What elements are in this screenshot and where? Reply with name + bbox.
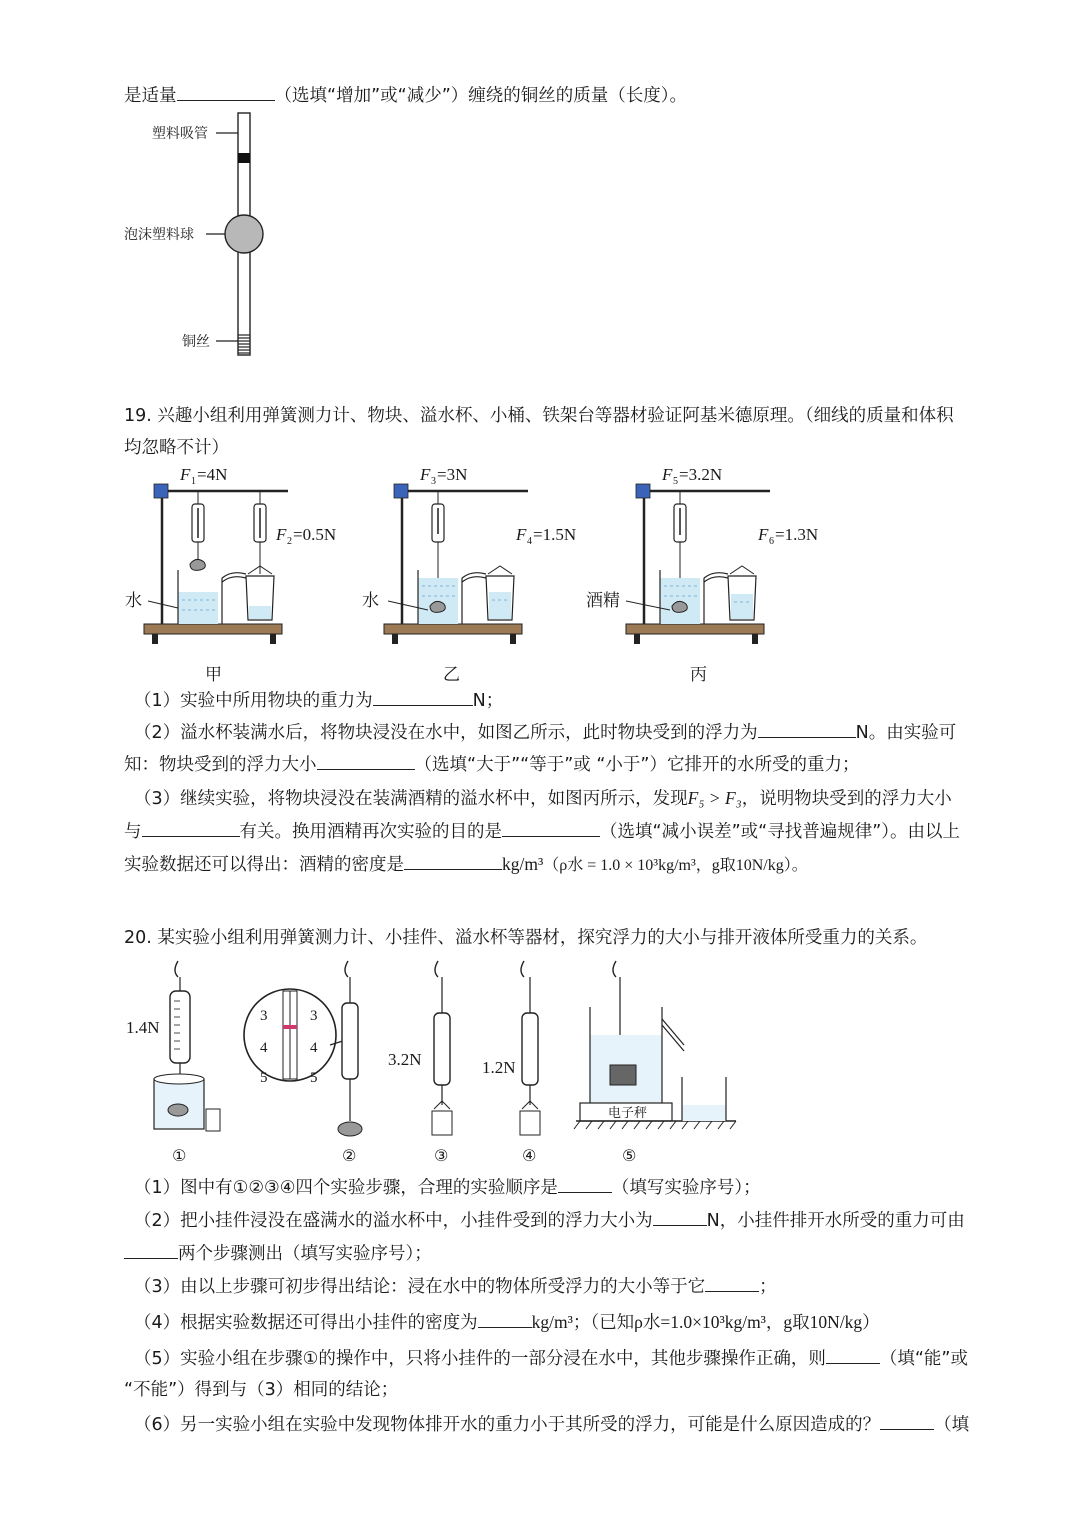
q20-s6-blank[interactable] xyxy=(880,1411,934,1430)
q20-s3-tail: ； xyxy=(759,1277,777,1297)
f5-sub: 5 xyxy=(673,476,678,487)
reading-step3: 3.2N xyxy=(388,1050,422,1069)
q19-s3c-blank[interactable] xyxy=(404,851,502,870)
q20-s5-text: （5）实验小组在步骤①的操作中，只将小挂件的一部分浸在水中，其他步骤操作正确，则 xyxy=(134,1349,826,1369)
f1-value: =4N xyxy=(197,465,228,484)
q20-s4-blank[interactable] xyxy=(478,1309,532,1328)
q20-s5-tail: （填“能”或 xyxy=(879,1349,968,1369)
tick-3-left: 3 xyxy=(260,1008,268,1024)
q19-s3b-blank-2[interactable] xyxy=(502,818,600,837)
q20-s2b-tail: 两个步骤测出（填写实验序号）； xyxy=(178,1244,432,1264)
q19-s3c-text: 实验数据还可以得出：酒精的密度是 xyxy=(124,855,404,875)
q20-s1 xyxy=(134,1174,761,1200)
e-scale-label: 电子秤 xyxy=(608,1106,648,1121)
q20-s2 xyxy=(134,1207,965,1233)
f6-value: =1.3N xyxy=(775,525,819,544)
q19-figure-jia xyxy=(125,460,337,650)
q19-s1 xyxy=(134,687,503,713)
liquid-label-bing: 酒精 xyxy=(586,591,620,611)
step-label-3: ③ xyxy=(434,1146,449,1165)
q19-s3c-paren: （ρ水 = 1.0 × 10³kg/m³，g取10N/kg）。 xyxy=(543,857,808,874)
q19-s2b xyxy=(124,751,859,777)
q19-s3b-tail: （选填“减小误差”或“寻找普遍规律”）。由以上 xyxy=(600,822,961,842)
q19-s1-text: （1）实验中所用物块的重力为 xyxy=(134,691,373,711)
q19-s2-tail: N。由实验可 xyxy=(855,723,957,743)
q20-s4-text: （4）根据实验数据还可得出小挂件的密度为 xyxy=(134,1313,478,1333)
f4-sub: 4 xyxy=(527,536,532,547)
tick-5-left: 5 xyxy=(260,1070,268,1086)
q19-s3b-mid: 有关。换用酒精再次实验的目的是 xyxy=(239,822,502,842)
q18-text-pre: 是适量 xyxy=(124,86,177,106)
q19-s3b xyxy=(124,818,960,844)
q19-s3 xyxy=(134,786,952,811)
q20-s1-blank[interactable] xyxy=(558,1174,612,1193)
q20-s1-text: （1）图中有①②③④四个实验步骤，合理的实验顺序是 xyxy=(134,1178,558,1198)
q19-s2b-text: 知：物块受到的浮力大小 xyxy=(124,755,317,775)
f2-value: =0.5N xyxy=(293,525,337,544)
q19-s1-blank[interactable] xyxy=(373,687,473,706)
step-label-5: ⑤ xyxy=(622,1146,637,1165)
caption-bing: 丙 xyxy=(690,665,707,685)
q18-blank[interactable] xyxy=(177,82,275,101)
q20-s3-text: （3）由以上步骤可初步得出结论：浸在水中的物体所受浮力的大小等于它 xyxy=(134,1277,706,1297)
q19-intro-line-1: 19. 兴趣小组利用弹簧测力计、物块、溢水杯、小桶、铁架台等器材验证阿基米德原理。（细线的质量和体积 xyxy=(124,406,954,426)
q19-s2b-blank[interactable] xyxy=(317,751,415,770)
f4-letter: F xyxy=(516,525,527,544)
liquid-label-yi: 水 xyxy=(362,591,379,611)
f4-value: =1.5N xyxy=(533,525,577,544)
label-foam-ball: 泡沫塑料球 xyxy=(124,227,194,243)
q19-s3-tail: ，说明物块受到的浮力大小 xyxy=(741,789,952,809)
f5-letter: F xyxy=(662,465,673,484)
q20-s6-text: （6）另一实验小组在实验中发现物体排开水的重力小于其所受的浮力，可能是什么原因造成的？ xyxy=(134,1415,881,1435)
q20-s5 xyxy=(134,1345,968,1371)
reading-step1: 1.4N xyxy=(126,1018,160,1037)
f1-sub: 1 xyxy=(191,476,196,487)
q19-s3-text: （3）继续实验，将物块浸没在装满酒精的溢水杯中，如图丙所示，发现 xyxy=(134,789,688,809)
caption-yi: 乙 xyxy=(443,665,460,685)
tick-4-right: 4 xyxy=(310,1040,318,1056)
f5-value: =3.2N xyxy=(679,465,723,484)
f3-letter: F xyxy=(420,465,431,484)
q20-s2-tail: N，小挂件排开水所受的重力可由 xyxy=(706,1211,965,1231)
liquid-label-jia: 水 xyxy=(125,591,142,611)
q20-s3-blank[interactable] xyxy=(705,1273,759,1292)
f1-letter: F xyxy=(180,465,191,484)
q19-s3-math: F₅ > F₃ xyxy=(687,788,742,808)
q20-s6 xyxy=(134,1411,969,1437)
q19-s3c xyxy=(124,851,808,878)
q19-intro-line-2: 均忽略不计） xyxy=(124,438,229,458)
tick-4-left: 4 xyxy=(260,1040,268,1056)
q19-s2-blank[interactable] xyxy=(758,719,856,738)
step-label-2: ② xyxy=(342,1146,357,1165)
q20-figures xyxy=(120,955,760,1165)
straw-hydrometer-figure xyxy=(120,105,420,365)
q19-s3b-blank-1[interactable] xyxy=(142,818,240,837)
q19-s2 xyxy=(134,719,956,745)
q18-text-post: （选填“增加”或“减少”）缠绕的铜丝的质量（长度）。 xyxy=(274,86,688,106)
f3-value: =3N xyxy=(437,465,468,484)
f2-sub: 2 xyxy=(287,536,292,547)
q20-s5-blank[interactable] xyxy=(826,1345,880,1364)
label-straw: 塑料吸管 xyxy=(152,126,208,142)
q19-s3c-unit: kg/m³ xyxy=(502,854,544,874)
q20-s3 xyxy=(134,1273,777,1299)
q20-s4 xyxy=(134,1309,880,1335)
f3-sub: 3 xyxy=(431,476,436,487)
q20-intro: 20. 某实验小组利用弹簧测力计、小挂件、溢水杯等器材，探究浮力的大小与排开液体所受重力的关系。 xyxy=(124,928,928,948)
q20-s2b-blank[interactable] xyxy=(124,1240,178,1259)
q20-s2-text: （2）把小挂件浸没在盛满水的溢水杯中，小挂件受到的浮力大小为 xyxy=(134,1211,653,1231)
caption-jia: 甲 xyxy=(205,665,222,685)
tick-3-right: 3 xyxy=(310,1008,318,1024)
q20-s2-blank[interactable] xyxy=(653,1207,707,1226)
q20-s4-tail: kg/m³；（已知ρ水=1.0×10³kg/m³，g取10N/kg） xyxy=(531,1312,880,1332)
q20-s5b: “不能”）得到与（3）相同的结论； xyxy=(124,1380,399,1400)
q19-s1-unit: N； xyxy=(472,691,504,711)
q19-s2-text: （2）溢水杯装满水后，将物块浸没在水中，如图乙所示，此时物块受到的浮力为 xyxy=(134,723,758,743)
q19-figure-bing xyxy=(586,460,819,650)
step-label-1: ① xyxy=(172,1146,187,1165)
q20-s2b xyxy=(124,1240,432,1266)
q19-figure-yi xyxy=(362,460,577,650)
q19-s3b-text: 与 xyxy=(124,822,142,842)
q20-s1-tail: （填写实验序号）； xyxy=(611,1178,761,1198)
label-copper-wire: 铜丝 xyxy=(182,334,210,350)
step-label-4: ④ xyxy=(522,1146,537,1165)
reading-step4: 1.2N xyxy=(482,1058,516,1077)
f6-letter: F xyxy=(758,525,769,544)
tick-5-right: 5 xyxy=(310,1070,318,1086)
q19-s2b-tail: （选填“大于”“等于”或 “小于”）它排开的水所受的重力； xyxy=(414,755,860,775)
f6-sub: 6 xyxy=(769,536,774,547)
q20-s6-tail: （填 xyxy=(934,1415,970,1435)
f2-letter: F xyxy=(276,525,287,544)
